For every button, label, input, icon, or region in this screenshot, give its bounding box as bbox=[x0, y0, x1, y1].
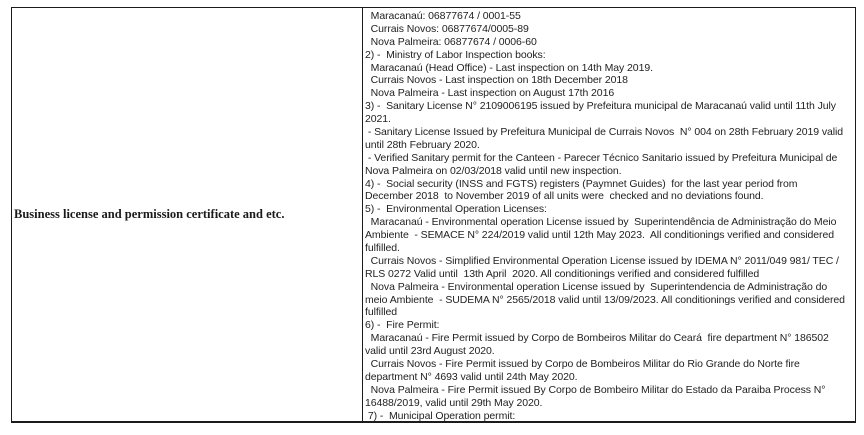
text-line: - Sanitary License Issued by Prefeitura Municipal de Currais Novos N° 004 on 28th February 2019 valid bbox=[365, 126, 844, 139]
text-line: 2021. bbox=[365, 113, 391, 126]
text-line: valid until 23rd August 2020. bbox=[365, 345, 495, 358]
text-line: meio Ambiente - SUDEMA N° 2565/2018 valid until 13/09/2023. All conditionings verified and considered bbox=[365, 293, 845, 306]
text-line: 4) - Social security (INSS and FGTS) registers (Paymnet Guides) for the last year period from bbox=[365, 177, 798, 190]
text-line: 16488/2019, valid until 29th May 2020. bbox=[365, 396, 543, 409]
text-line: 3) - Sanitary License N° 2109006195 issued by Prefeitura municipal de Maracanaú valid until 11th July bbox=[365, 100, 836, 113]
text-line: Ambiente - SEMACE N° 224/2019 valid until 12th May 2023. All conditionings verified and considered bbox=[365, 229, 834, 242]
text-line: Currais Novos: 06877674/0005-89 bbox=[365, 22, 529, 35]
document-table bbox=[11, 7, 856, 423]
text-line: 5) - Environmental Operation Licenses: bbox=[365, 203, 547, 216]
text-line: Maracanaú - Environmental operation License issued by Superintendência de Administração do Meio bbox=[365, 216, 837, 229]
text-line: fulfilled bbox=[365, 306, 397, 319]
text-line: Maracanaú: 06877674 / 0001-55 bbox=[365, 10, 521, 22]
license-details-cell bbox=[363, 8, 855, 421]
text-line: fulfilled. bbox=[365, 242, 400, 255]
license-label-cell bbox=[12, 8, 363, 421]
text-line: Currais Novos - Fire Permit issued by Corpo de Bombeiros Militar do Rio Grande do Norte fire bbox=[365, 358, 800, 371]
text-line: RLS 0272 Valid until 13th April 2020. All conditionings verified and considered fulfilled bbox=[365, 267, 760, 280]
license-label: Business license and permission certificate and etc. bbox=[14, 207, 285, 221]
text-line: until 28th February 2020. bbox=[365, 138, 480, 151]
text-line: 2) - Ministry of Labor Inspection books: bbox=[365, 48, 546, 61]
text-line: December 2018 to November 2019 of all units were checked and no deviations found. bbox=[365, 190, 764, 203]
text-line: Currais Novos - Simplified Environmental Operation License issued by IDEMA N° 2011/049 981/ TEC / bbox=[365, 254, 839, 267]
text-line: Nova Palmeira - Fire Permit issued By Corpo de Bombeiro Militar do Estado da Paraiba Process N° bbox=[365, 383, 826, 396]
text-line: Maracanaú (Head Office) - Last inspection on 14th May 2019. bbox=[365, 61, 653, 74]
text-line: Nova Palmeira - Last inspection on August 17th 2016 bbox=[365, 87, 615, 100]
text-line: Nova Palmeira on 02/03/2018 valid until new inspection. bbox=[365, 164, 622, 177]
text-line: Maracanaú - Fire Permit issued by Corpo de Bombeiros Militar do Ceará fire department N° 186502 bbox=[365, 332, 829, 345]
text-line: 6) - Fire Permit: bbox=[365, 319, 440, 332]
text-line: department N° 4693 valid until 24th May 2020. bbox=[365, 370, 578, 383]
text-line: Nova Palmeira - Environmental operation License issued by Superintendencia de Administração do bbox=[365, 280, 828, 293]
text-line: - Verified Sanitary permit for the Canteen - Parecer Técnico Sanitario issued by Prefeitura Municipal de bbox=[365, 151, 838, 164]
text-line: Currais Novos - Last inspection on 18th December 2018 bbox=[365, 74, 628, 87]
text-line: Nova Palmeira: 06877674 / 0006-60 bbox=[365, 35, 537, 48]
text-line: 7) - Municipal Operation permit: bbox=[365, 409, 516, 421]
